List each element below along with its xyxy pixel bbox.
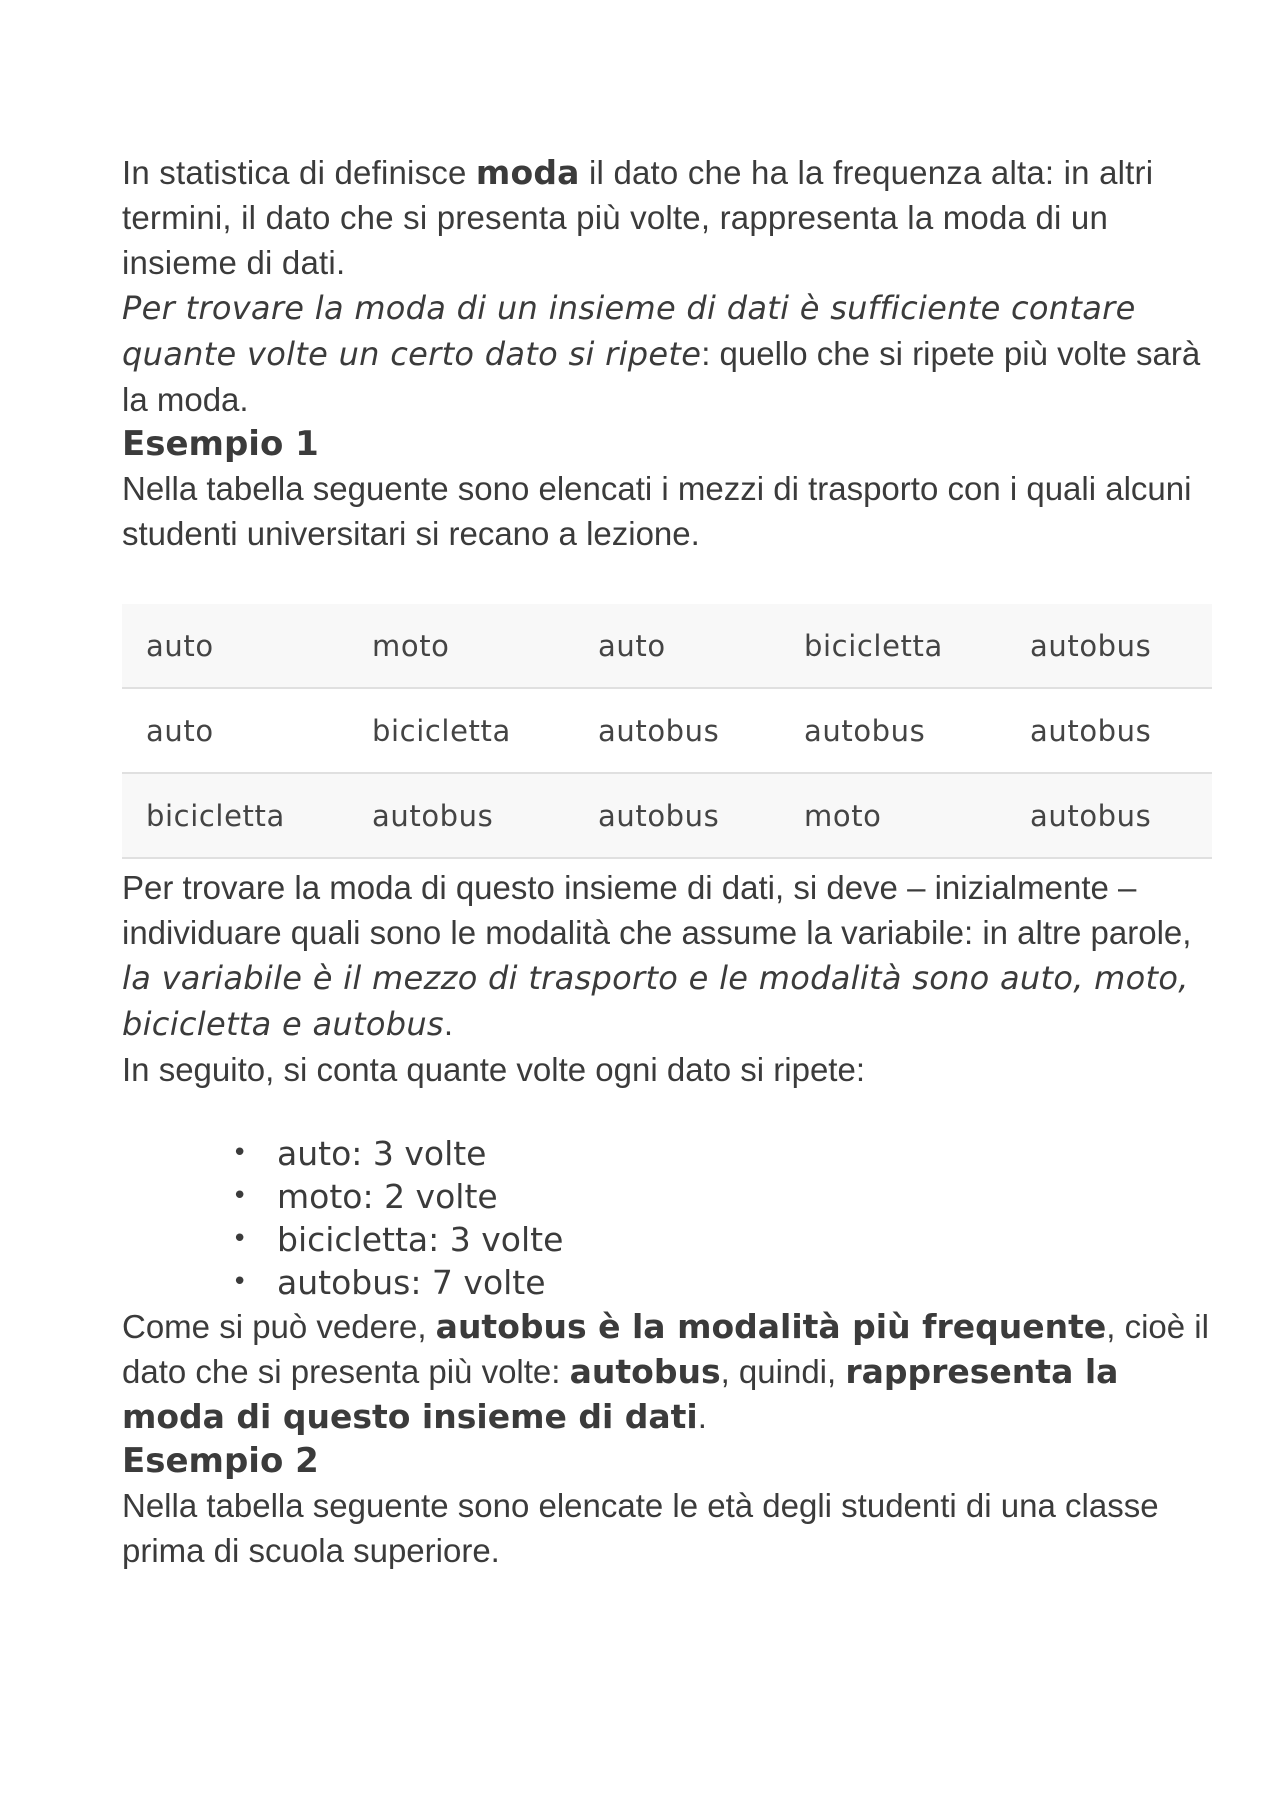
- table-cell: autobus: [348, 773, 574, 858]
- count-intro: In seguito, si conta quante volte ogni dato si ripete:: [122, 1051, 865, 1088]
- explanation-paragraph: [122, 865, 1212, 1047]
- example-2-description: Nella tabella seguente sono elencate le età degli studenti di una classe prima di scuola superiore.: [122, 1487, 1159, 1569]
- table-cell: auto: [122, 604, 348, 688]
- table-cell: auto: [574, 604, 780, 688]
- count-list: [122, 1132, 1212, 1304]
- table-cell: moto: [780, 773, 1006, 858]
- explanation-text: Per trovare la moda di questo insieme di dati, si deve – inizialmente – individuare quali sono le modalità che assume la variabile: in altre parole,: [122, 869, 1192, 951]
- conclusion-bold-2: autobus: [569, 1352, 721, 1391]
- table-row: [122, 604, 1212, 688]
- table-cell: autobus: [1006, 688, 1212, 773]
- example-2-heading: Esempio 2: [122, 1441, 319, 1481]
- table-cell: autobus: [1006, 773, 1212, 858]
- bullet-icon: •: [232, 1181, 248, 1211]
- intro-paragraph: [122, 150, 1212, 285]
- table-cell: autobus: [780, 688, 1006, 773]
- table-row: [122, 773, 1212, 858]
- method-italic: Per trovare la moda di un insieme di dati è sufficiente contare quante volte un certo dato si ripete: [122, 289, 1136, 373]
- table-cell: autobus: [574, 773, 780, 858]
- example-1-heading: Esempio 1: [122, 424, 319, 464]
- transport-table: [122, 604, 1212, 859]
- list-item: • autobus: 7 volte: [232, 1263, 546, 1302]
- bullet-icon: •: [232, 1267, 248, 1297]
- conclusion-paragraph: Come si può vedere, autobus è la modalità più frequente, cioè il dato che si presenta più volte: autobus, quindi, rappresenta la moda di questo insieme di dati.: [122, 1307, 1209, 1436]
- method-text: : quello che si ripete più volte sarà la moda.: [122, 335, 1201, 418]
- method-paragraph: [122, 285, 1212, 422]
- explanation-italic: la variabile è il mezzo di trasporto e le modalità sono auto, moto, bicicletta e autobus: [122, 959, 1189, 1043]
- table-cell: bicicletta: [780, 604, 1006, 688]
- bullet-icon: •: [232, 1138, 248, 1168]
- bullet-icon: •: [232, 1224, 248, 1254]
- table-cell: auto: [122, 688, 348, 773]
- table-cell: bicicletta: [348, 688, 574, 773]
- table-cell: bicicletta: [122, 773, 348, 858]
- intro-text-1: In statistica di definisce: [122, 154, 476, 191]
- example-1-description: Nella tabella seguente sono elencati i mezzi di trasporto con i quali alcuni studenti universitari si recano a lezione.: [122, 470, 1192, 552]
- explanation-end: .: [443, 1005, 454, 1042]
- document-page: [122, 150, 1212, 1573]
- list-item: • auto: 3 volte: [232, 1134, 487, 1173]
- conclusion-bold-3: rappresenta la moda di questo insieme di dati: [122, 1352, 1119, 1436]
- term-moda: moda: [475, 153, 580, 192]
- list-item: • moto: 2 volte: [232, 1177, 498, 1216]
- table-cell: moto: [348, 604, 574, 688]
- table-cell: autobus: [1006, 604, 1212, 688]
- list-item: • bicicletta: 3 volte: [232, 1220, 564, 1259]
- intro-text-2: il dato che ha la frequenza alta: in altri termini, il dato che si presenta più volte, rappresenta la moda di un insieme di dati.: [122, 154, 1154, 281]
- table-row: [122, 688, 1212, 773]
- conclusion-bold-1: autobus è la modalità più frequente: [435, 1307, 1107, 1346]
- table-cell: autobus: [574, 688, 780, 773]
